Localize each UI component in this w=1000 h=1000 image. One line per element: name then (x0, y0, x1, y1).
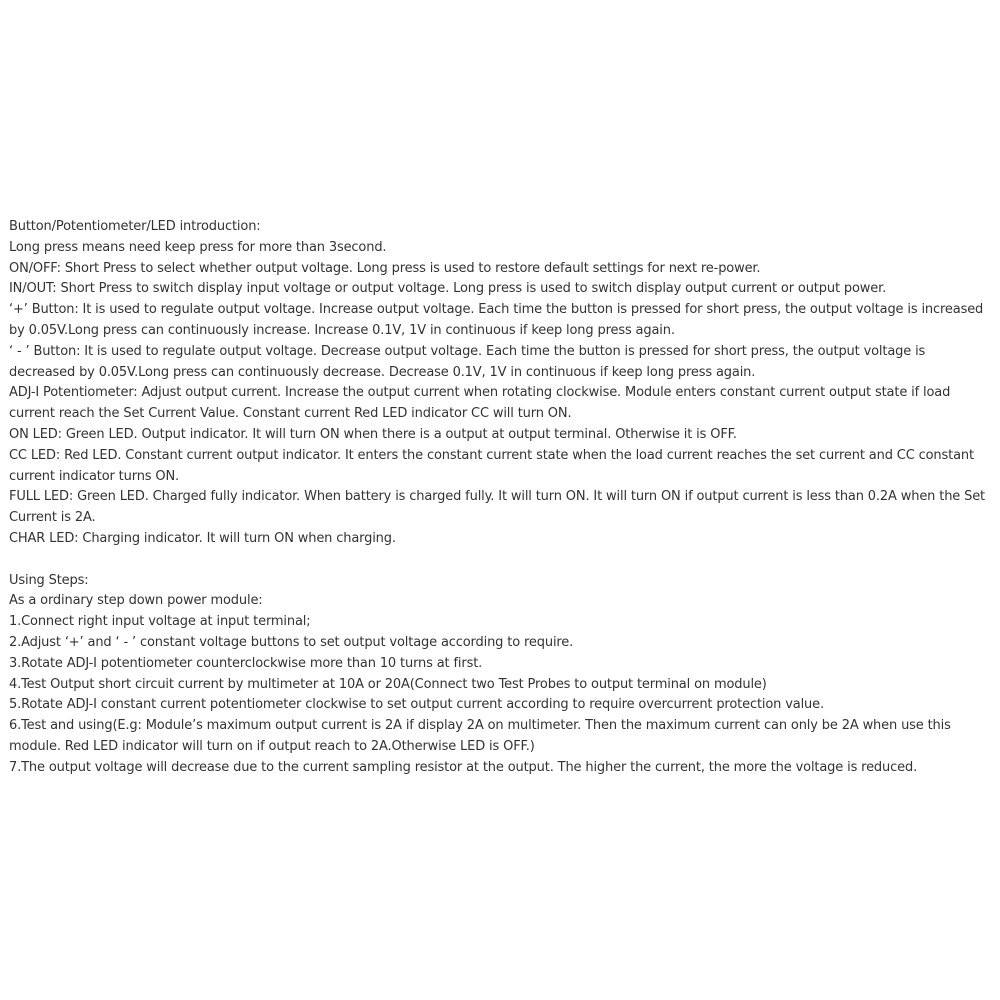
cc-led-description: CC LED: Red LED. Constant current output indicator. It enters the constant current state when the load current reaches the set current and CC constant current indicator turns ON. (9, 447, 974, 484)
step-item-2: 2.Adjust ‘+’ and ‘ - ’ constant voltage buttons to set output voltage according to require. (9, 634, 574, 650)
intro-heading: Button/Potentiometer/LED introduction: (9, 219, 261, 234)
minus-button-description: ‘ - ’ Button: It is used to regulate output voltage. Decrease output voltage. Each time the button is pressed for short press, the output voltage is decreased by 0.05V.Long press can continuously decrease. Decrease 0.1V, 1V in continuous if keep long press again. (9, 343, 926, 380)
step-item-6: 6.Test and using(E.g: Module’s maximum output current is 2A if display 2A on multimeter. Then the maximum current can only be 2A when use this module. Red LED indicator will turn on if output reach to 2A.Otherwise LED is OFF.) (9, 718, 951, 754)
on-led-description: ON LED: Green LED. Output indicator. It will turn ON when there is a output at output terminal. Otherwise it is OFF. (9, 426, 737, 442)
long-press-note: Long press means need keep press for more than 3second. (9, 239, 387, 255)
step-item-5: 5.Rotate ADJ-I constant current potentiometer clockwise to set output current according to require overcurrent protection value. (9, 697, 824, 713)
adj-i-description: ADJ-I Potentiometer: Adjust output current. Increase the output current when rotating clockwise. Module enters constant current output state if load current reach the Set Current Value. Constant current Red LED indicator CC will turn ON. (9, 385, 951, 422)
in-out-description: IN/OUT: Short Press to switch display input voltage or output voltage. Long press is used to switch display output current or output power. (9, 281, 887, 297)
full-led-description: FULL LED: Green LED. Charged fully indicator. When battery is charged fully. It will turn ON. It will turn ON if output current is less than 0.2A when the Set Current is 2A. (9, 489, 986, 526)
section-spacer (9, 550, 994, 571)
step-item-1: 1.Connect right input voltage at input terminal; (9, 614, 311, 630)
step-item-3: 3.Rotate ADJ-I potentiometer counterclockwise more than 10 turns at first. (9, 655, 483, 671)
char-led-description: CHAR LED: Charging indicator. It will turn ON when charging. (9, 530, 396, 546)
plus-button-description: ‘+’ Button: It is used to regulate output voltage. Increase output voltage. Each time the button is pressed for short press, the output voltage is increased by 0.05V.Long press can continuously increase. Increase 0.1V, 1V in continuous if keep long press again. (9, 302, 984, 338)
steps-subheading: As a ordinary step down power module: (9, 593, 263, 609)
step-item-7: 7.The output voltage will decrease due to the current sampling resistor at the output. The higher the current, the more the voltage is reduced. (9, 759, 918, 775)
on-off-description: ON/OFF: Short Press to select whether output voltage. Long press is used to restore default settings for next re-power. (9, 260, 761, 276)
step-item-4: 4.Test Output short circuit current by multimeter at 10A or 20A(Connect two Test Probes to output terminal on module) (9, 676, 767, 692)
document-body (9, 217, 994, 779)
steps-heading: Using Steps: (9, 572, 89, 588)
